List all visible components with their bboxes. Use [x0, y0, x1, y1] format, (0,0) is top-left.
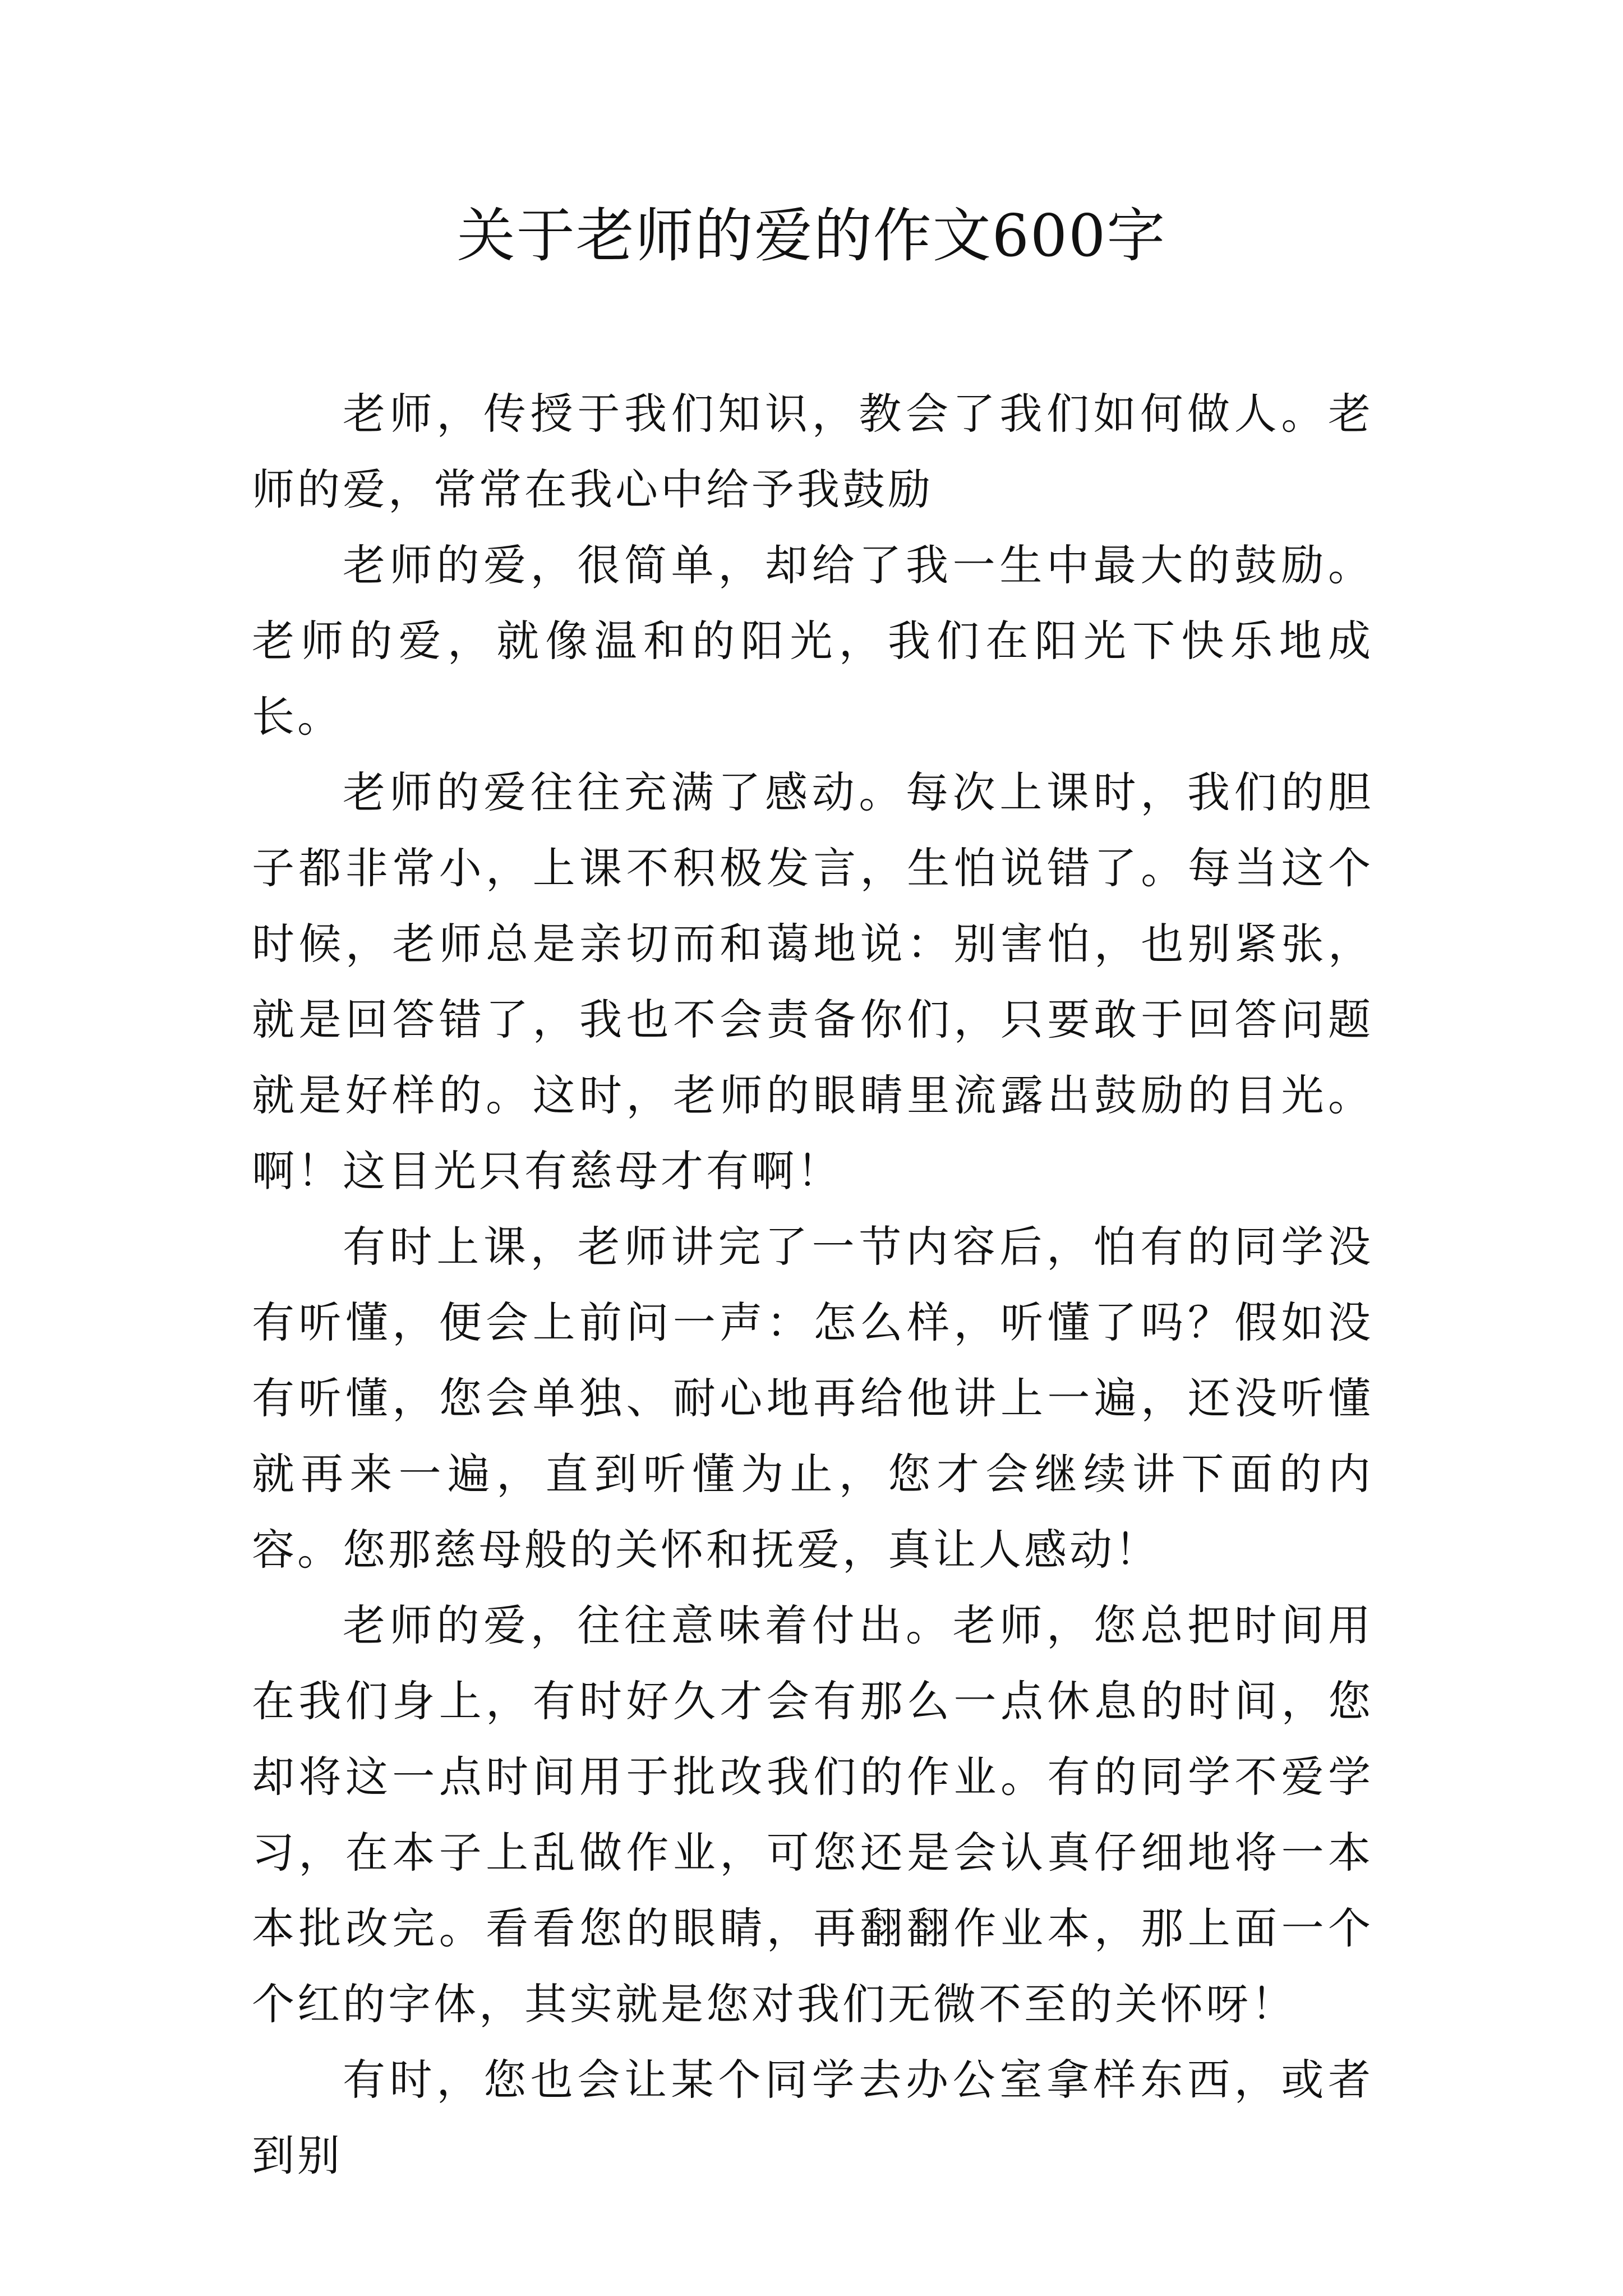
paragraph-2: 老师的爱，很简单，却给了我一生中最大的鼓励。老师的爱，就像温和的阳光，我们在阳光下快乐地成长。 — [252, 540, 1373, 742]
paragraph-4: 有时上课，老师讲完了一节内容后，怕有的同学没有听懂，便会上前问一声：怎么样，听懂了吗？假如没有听懂，您会单独、耐心地再给他讲上一遍，还没听懂就再来一遍，直到听懂为止，您才会继续讲下面的内容。您那慈母般的关怀和抚爱，真让人感动！ — [252, 1222, 1373, 1575]
document-body — [252, 376, 1373, 2193]
document-title: 关于老师的爱的作文600字 — [457, 201, 1166, 270]
paragraph-3: 老师的爱往往充满了感动。每次上课时，我们的胆子都非常小，上课不积极发言，生怕说错了。每当这个时候，老师总是亲切而和蔼地说：别害怕，也别紧张，就是回答错了，我也不会责备你们，只要敢于回答问题就是好样的。这时，老师的眼睛里流露出鼓励的目光。啊！这目光只有慈母才有啊！ — [252, 767, 1373, 1196]
paragraph-6: 有时，您也会让某个同学去办公室拿样东西，或者到别 — [252, 2055, 1373, 2180]
paragraph-1: 老师，传授于我们知识，教会了我们如何做人。老师的爱，常常在我心中给予我鼓励 — [252, 389, 1373, 514]
paragraph-5: 老师的爱，往往意味着付出。老师，您总把时间用在我们身上，有时好久才会有那么一点休息的时间，您却将这一点时间用于批改我们的作业。有的同学不爱学习，在本子上乱做作业，可您还是会认真仔细地将一本本批改完。看看您的眼睛，再翻翻作业本，那上面一个个红的字体，其实就是您对我们无微不至的关怀呀！ — [252, 1600, 1373, 2029]
